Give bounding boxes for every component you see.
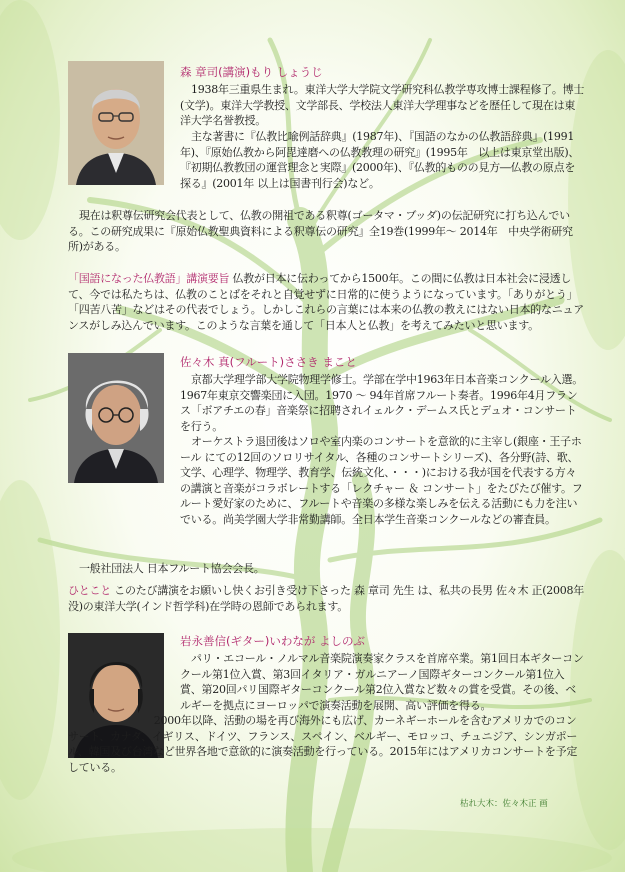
mori-bio-2 [180, 129, 585, 191]
portrait-sasaki-makoto [68, 353, 164, 483]
performer-name-iwanaga: 岩永善信(ギター)いわなが よしのぶ [180, 634, 366, 648]
lecture-summary-heading: 「国語になった仏教語」講演要旨 [68, 272, 230, 285]
hitokoto-body: このたび講演をお願いし快くお引き受け下さった 森 章司 先生 は、私共の長男 佐々木 正(2008年没)の東洋大学(インド哲学科)在学時の恩師であられます。 [68, 584, 585, 613]
hitokoto-note [68, 583, 586, 614]
portrait-mori-shoji [68, 61, 164, 185]
sasaki-bio-3-text: 一般社団法人 日本フルート協会会長。 [79, 562, 265, 575]
speaker-name-mori: 森 章司(講演)もり しょうじ [180, 65, 323, 79]
sasaki-bio-1-text: 京都大学理学部大学院物理学修士。学部在学中1963年日本音楽コンクール入選。1967年東京交響楽団に入団。1970 ～ 94年首席フルート奏者。1996年4月フランス「ボアチエの春」音楽祭に招聘されイェルク・デームス氏とデュオ・コンサートを行う。 [180, 373, 584, 433]
hitokoto-heading: ひとこと [68, 584, 111, 597]
mori-bio-1-text: 1938年三重県生まれ。東洋大学大学院文学研究科仏教学専攻博士課程修了。博士(文学)。東洋大学教授、文学部長、学校法人東洋大学理事などを歴任して現在は東洋大学名誉教授。 [180, 83, 585, 128]
iwanaga-bio-1 [180, 651, 585, 713]
performer-name-sasaki: 佐々木 真(フルート)ささき まこと [180, 355, 357, 369]
sasaki-bio-2-text: オーケストラ退団後はソロや室内楽のコンサートを意欲的に主宰し(銀座・王子ホール にての12回のソロリサイタル、各種のコンサートシリーズ)、各分野(詩、歌、文学、心理学、物理学、教育学、伝統文化、・・・)における我が国を代表する方々の講演と音楽がコラボレートする「レクチャー ＆ コンサート」をたびたび催す。フルート愛好家のために、フルートや音楽の多様な楽しみを伝える活動にも力を注いでいる。尚美学園大学非常勤講師。全日本学生音楽コンクールなどの審査員。 [180, 435, 583, 526]
lecture-summary-body: 仏教が日本に伝わってから1500年。この間に仏教は日本社会に浸透して、今では私たちは、仏教のことばをそれと自覚せずに日常的に使うようになっています。「ありがとう」「四苦八苦」などはその代表でしょう。しかしこれらの言葉には本来の仏教の教えにはない日本的なニュアンスがしみ込んでいます。このような言葉を通して「日本人と仏教」を考えてみたいと思います。 [68, 272, 584, 332]
illustration-credit: 枯れ大木：佐々木正 画 [460, 799, 548, 809]
mori-bio-1 [180, 82, 585, 129]
sasaki-bio-1 [180, 372, 585, 434]
iwanaga-bio-2 [68, 713, 586, 775]
mori-bio-3-text: 現在は釈尊伝研究会代表として、仏教の開祖である釈尊(ゴータマ・ブッダ)の伝記研究に打ち込んでいる。この研究成果に『原始仏教聖典資料による釈尊伝の研究』全19巻(1999年～ 2014年 中央学術研究所)がある。 [68, 209, 573, 254]
iwanaga-bio-2-text: 2000年以降、活動の場を再び海外にも広げ、カーネギーホールを含むアメリカでのコンサート、カナダ、イギリス、ドイツ、フランス、スペイン、ベルギー、モロッコ、チュニジア、シンガポール、韓国及び台湾など世界各地で意欲的に演奏活動を行っている。2015年にはアメリカコンサートを予定している。 [68, 714, 578, 774]
sasaki-bio-3 [68, 561, 586, 577]
mori-bio-3 [68, 208, 586, 255]
iwanaga-bio-1-text: パリ・エコール・ノルマル音楽院演奏家クラスを首席卒業。第1回日本ギターコンクール第1位入賞、第3回イタリア・ガルニアーノ国際ギターコンクール第1位入賞、第20回パリ国際ギターコンクール第2位入賞など数々の賞を受賞。その後、ベルギーを拠点にヨーロッパで演奏活動を展開、高い評価を得る。 [180, 652, 584, 712]
mori-bio-2-text: 主な著書に『仏教比喩例話辞典』(1987年)、『国語のなかの仏教語辞典』(1991年)、『原始仏教から阿毘達磨への仏教教理の研究』(1995年 以上は東京堂出版)、『初期仏教教団の運営理念と実際』(2000年)、『仏教的ものの見方―仏教の原点を探る』(2001年 以上は国書刊行会)など。 [180, 130, 580, 190]
sasaki-bio-2 [180, 434, 585, 528]
lecture-summary [68, 271, 586, 333]
